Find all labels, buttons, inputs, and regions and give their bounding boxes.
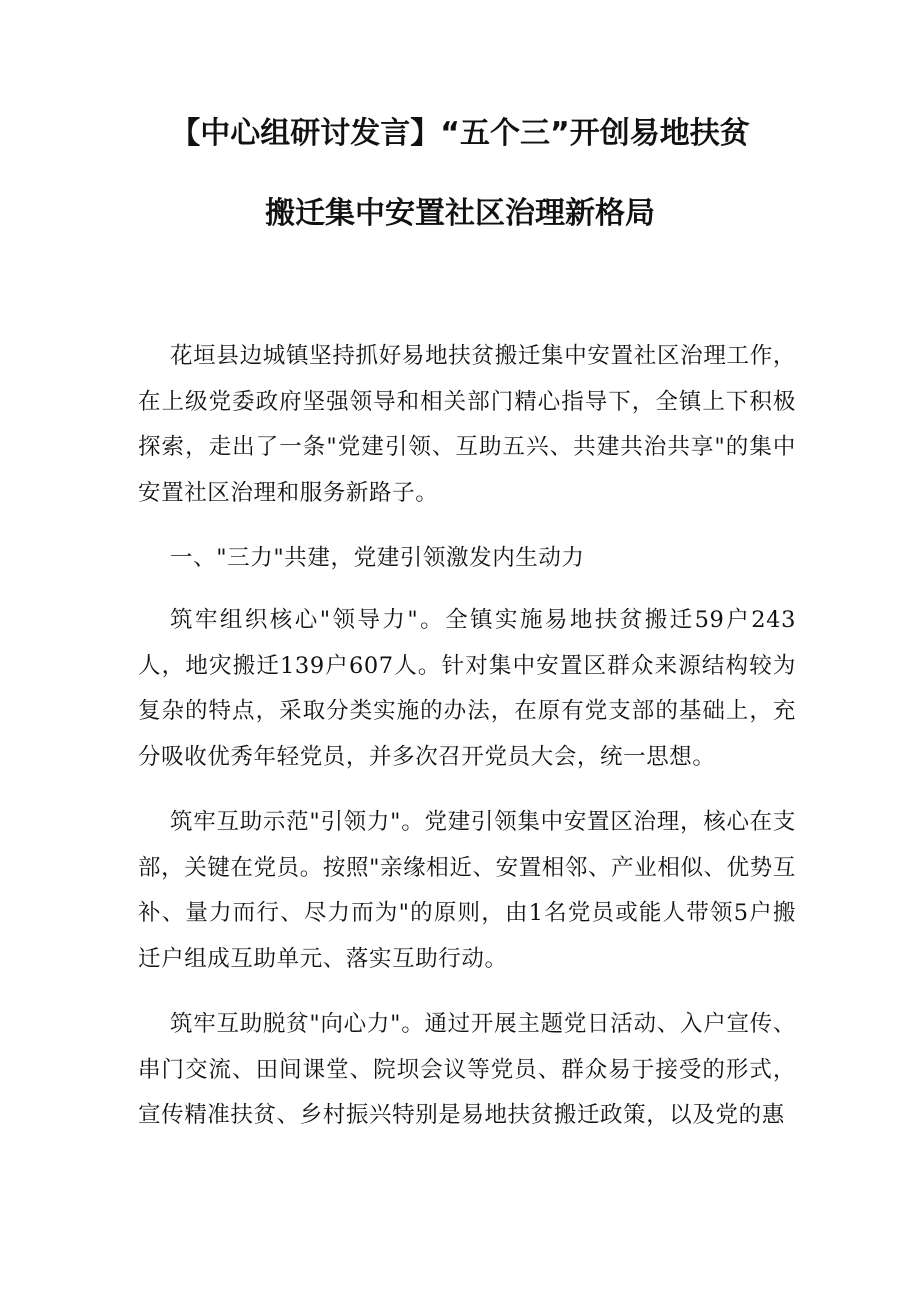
intro-paragraph: 花垣县边城镇坚持抓好易地扶贫搬迁集中安置社区治理工作，在上级党委政府坚强领导和相关部门精心指导下，全镇上下积极探索，走出了一条"党建引领、互助五兴、共建共治共享"的集中安置社区治理和服务新路子。	[138, 343, 796, 506]
section-heading-1: 一、"三力"共建，党建引领激发内生动力	[170, 545, 585, 571]
body-paragraph-leadership: 筑牢组织核心"领导力"。全镇实施易地扶贫搬迁59户243人，地灾搬迁139户607人。针对集中安置区群众来源结构较为复杂的特点，采取分类实施的办法，在原有党支部的基础上，充分吸收优秀年轻党员，并多次召开党员大会，统一思想。	[138, 607, 796, 770]
document-title-line-2: 搬迁集中安置社区治理新格局	[265, 196, 655, 231]
body-paragraph-guidance: 筑牢互助示范"引领力"。党建引领集中安置区治理，核心在支部，关键在党员。按照"亲缘相近、安置相邻、产业相似、优势互补、量力而行、尽力而为"的原则，由1名党员或能人带领5户搬迁户组成互助单元、落实互助行动。	[138, 809, 796, 972]
body-paragraph-cohesion: 筑牢互助脱贫"向心力"。通过开展主题党日活动、入户宣传、串门交流、田间课堂、院坝会议等党员、群众易于接受的形式，宣传精准扶贫、乡村振兴特别是易地扶贫搬迁政策，以及党的惠	[138, 1011, 796, 1128]
document-title-line-1: 【中心组研讨发言】“五个三”开创易地扶贫	[170, 116, 750, 151]
